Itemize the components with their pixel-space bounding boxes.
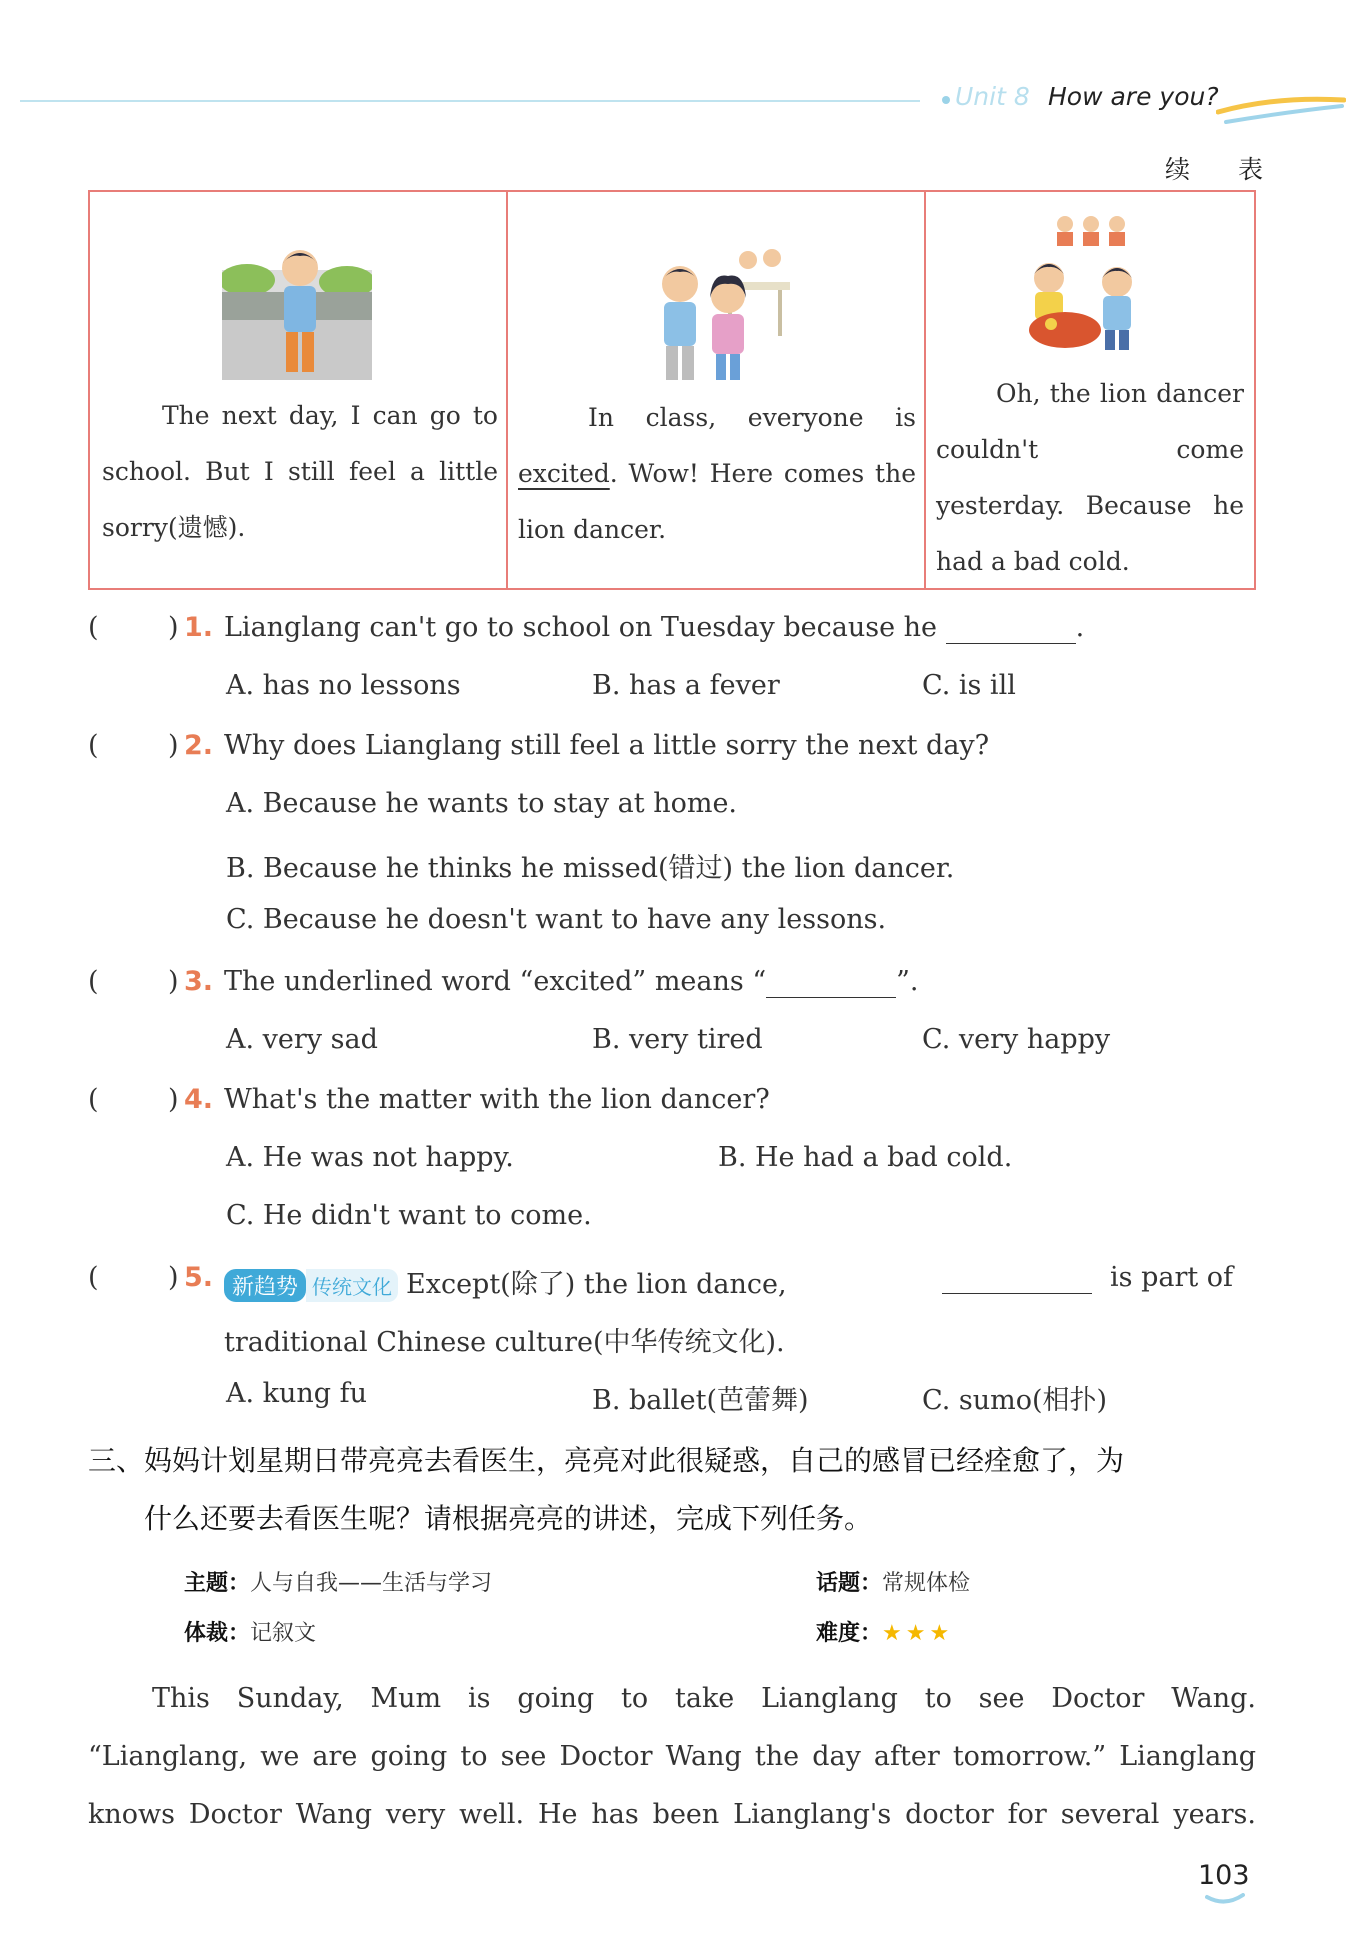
- story-text-3: Oh, the lion dancer couldn't come yesterday. Because he had a bad cold.: [936, 379, 1244, 576]
- answer-blank[interactable]: [946, 612, 1076, 644]
- genre-label: 体裁：: [184, 1621, 251, 1646]
- unit-label: Unit 8: [955, 82, 1030, 111]
- answer-paren-close: ): [168, 1262, 179, 1293]
- genre-meta: [184, 1616, 316, 1647]
- question-stem-line2: traditional Chinese culture(中华传统文化).: [224, 1327, 785, 1358]
- answer-paren-open: (: [88, 1262, 99, 1293]
- answer-paren-open: (: [88, 1084, 99, 1115]
- difficulty-meta: [816, 1616, 953, 1647]
- answer-paren-close: ): [168, 1084, 179, 1115]
- question-number: 2.: [184, 730, 214, 761]
- question-stem: Why does Lianglang still feel a little sorry the next day?: [224, 730, 990, 761]
- underlined-word: excited: [518, 459, 610, 488]
- passage-line-2: “Lianglang, we are going to see Doctor Wang the day after tomorrow.” Lianglang: [88, 1741, 1256, 1772]
- option-b[interactable]: B. Because he thinks he missed(错过) the lion dancer.: [226, 853, 955, 884]
- swoosh-icon: [1216, 92, 1346, 128]
- question-stem: Lianglang can't go to school on Tuesday because he .: [224, 612, 1085, 643]
- option-b[interactable]: B. has a fever: [592, 670, 780, 701]
- genre-value: 记叙文: [250, 1621, 317, 1646]
- option-a[interactable]: A. Because he wants to stay at home.: [226, 788, 738, 819]
- answer-paren-open: (: [88, 730, 99, 761]
- question-number: 3.: [184, 966, 214, 997]
- header-dot-icon: [942, 96, 950, 104]
- story-table: [88, 190, 1256, 590]
- answer-paren-open: (: [88, 612, 99, 643]
- story-text-1: The next day, I can go to school. But I still feel a little sorry(遗憾).: [102, 401, 498, 542]
- trend-badge: [224, 1269, 398, 1302]
- option-b[interactable]: B. He had a bad cold.: [718, 1142, 1013, 1173]
- story-text-2: In class, everyone is excited. Wow! Here comes the lion dancer.: [518, 403, 916, 544]
- theme-meta: [184, 1566, 492, 1597]
- answer-paren-close: ): [168, 966, 179, 997]
- children-in-class-illustration: [650, 242, 790, 382]
- star-icon: ★: [905, 1621, 926, 1646]
- option-c[interactable]: C. is ill: [922, 670, 1016, 701]
- question-stem: The underlined word “excited” means “ ”.: [224, 966, 919, 997]
- page-swoosh-icon: [1205, 1893, 1245, 1907]
- lion-dancer-illustration: [1021, 212, 1161, 352]
- page-header: [20, 80, 1340, 130]
- star-icon: ★: [882, 1621, 902, 1646]
- option-c[interactable]: C. sumo(相扑): [922, 1385, 1108, 1416]
- question-stem: 新趋势 传统文化 Except(除了) the lion dance,: [224, 1262, 787, 1302]
- option-c[interactable]: C. Because he doesn't want to have any lessons.: [226, 904, 887, 935]
- difficulty-label: 难度：: [816, 1621, 883, 1646]
- answer-blank[interactable]: [942, 1292, 1092, 1294]
- question-stem-tail: is part of: [1110, 1262, 1234, 1293]
- topic-meta: [816, 1566, 970, 1597]
- question-number: 5.: [184, 1262, 214, 1293]
- answer-paren-open: (: [88, 966, 99, 997]
- theme-value: 人与自我——生活与学习: [250, 1571, 493, 1596]
- option-a[interactable]: A. kung fu: [226, 1378, 368, 1409]
- header-rule: [20, 100, 920, 102]
- topic-label: 话题：: [816, 1571, 883, 1596]
- option-a[interactable]: A. has no lessons: [226, 670, 461, 701]
- story-cell-1: [90, 192, 508, 588]
- option-b[interactable]: B. very tired: [592, 1024, 763, 1055]
- star-icon: ★: [929, 1621, 950, 1646]
- continued-label: 续 表: [1165, 155, 1283, 184]
- page-number: 103: [1198, 1860, 1250, 1891]
- option-a[interactable]: A. very sad: [226, 1024, 378, 1055]
- passage-line-1: This Sunday, Mum is going to take Lianglang to see Doctor Wang.: [152, 1683, 1256, 1714]
- section-3-line-2: 什么还要去看医生呢？请根据亮亮的讲述，完成下列任务。: [144, 1502, 873, 1535]
- theme-label: 主题：: [184, 1571, 251, 1596]
- answer-blank[interactable]: [766, 966, 896, 998]
- question-number: 1.: [184, 612, 214, 643]
- option-b[interactable]: B. ballet(芭蕾舞): [592, 1385, 809, 1416]
- answer-paren-close: ): [168, 730, 179, 761]
- difficulty-stars: [882, 1621, 953, 1646]
- option-c[interactable]: C. very happy: [922, 1024, 1111, 1055]
- passage-line-3: knows Doctor Wang very well. He has been Lianglang's doctor for several years.: [88, 1799, 1256, 1830]
- section-3-line-1: 三、妈妈计划星期日带亮亮去看医生，亮亮对此很疑惑，自己的感冒已经痊愈了，为: [88, 1444, 1125, 1477]
- question-number: 4.: [184, 1084, 214, 1115]
- answer-paren-close: ): [168, 612, 179, 643]
- section-3-instructions: [88, 1432, 1268, 1548]
- culture-badge: 传统文化: [306, 1269, 398, 1302]
- topic-value: 常规体检: [882, 1571, 971, 1596]
- option-a[interactable]: A. He was not happy.: [226, 1142, 514, 1173]
- reading-passage: [88, 1670, 1256, 1844]
- question-stem: What's the matter with the lion dancer?: [224, 1084, 770, 1115]
- story-cell-2: [508, 192, 926, 588]
- option-c[interactable]: C. He didn't want to come.: [226, 1200, 592, 1231]
- new-trend-badge: 新趋势: [224, 1269, 306, 1302]
- unit-title: How are you?: [1048, 82, 1219, 111]
- story-cell-3: [926, 192, 1254, 588]
- boy-at-park-illustration: [222, 240, 372, 380]
